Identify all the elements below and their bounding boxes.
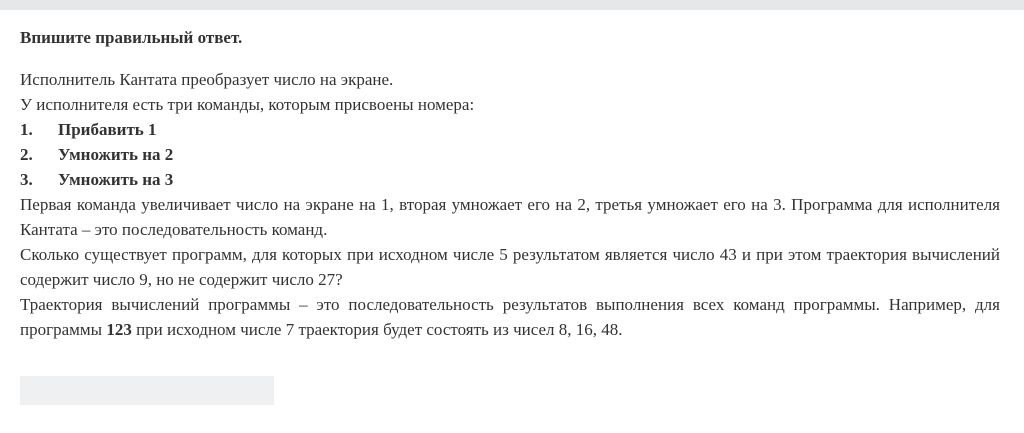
top-bar [0,0,1024,10]
command-list [20,117,1000,192]
command-number: 1. [20,120,33,139]
command-item [20,142,1000,167]
command-number: 2. [20,145,33,164]
command-label: Умножить на 2 [58,145,174,164]
answer-input[interactable] [20,376,274,405]
paragraph-trajectory [20,292,1000,342]
command-item [20,117,1000,142]
intro-line-2: У исполнителя есть три команды, которым присвоены номера: [20,95,475,114]
command-item [20,167,1000,192]
paragraph-question: Сколько существует программ, для которых при исходном числе 5 результатом является число 43 и при этом траектория вычислений содержит число 9, но не содержит число 27? [20,245,1000,289]
task-content [20,27,1000,342]
example-program: 123 [106,320,132,339]
instruction-heading: Впишите правильный ответ. [20,28,243,47]
command-number: 3. [20,170,33,189]
task-text [20,67,1000,342]
trajectory-text-end: при исходном числе 7 траектория будет состоять из чисел 8, 16, 48. [131,320,623,339]
intro-line-1: Исполнитель Кантата преобразует число на экране. [20,70,394,89]
command-label: Прибавить 1 [58,120,157,139]
paragraph-commands: Первая команда увеличивает число на экране на 1, вторая умножает его на 2, третья умножает его на 3. Программа для исполнителя Кантата – это последовательность команд. [20,195,1000,239]
trajectory-text-start: Траектория вычислений программы – это последовательность результатов выполнения всех команд программы. Например, для программы [20,295,1000,339]
command-label: Умножить на 3 [58,170,174,189]
